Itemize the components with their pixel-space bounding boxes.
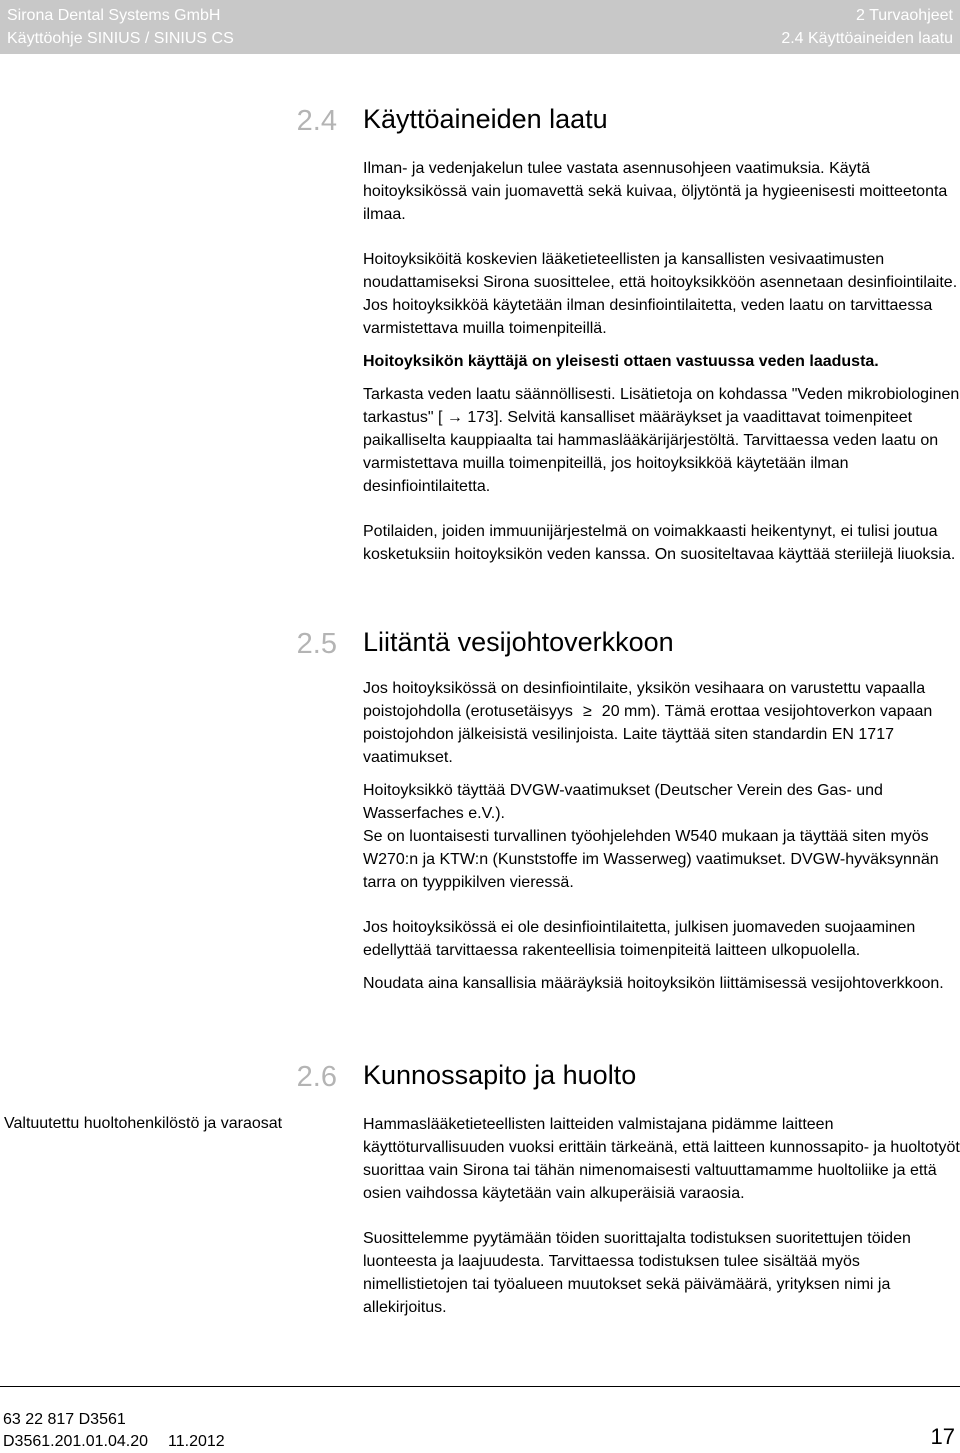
footer-date: 11.2012 <box>168 1433 225 1450</box>
footer-order-number: 63 22 817 D3561 <box>3 1411 126 1428</box>
section-title-2-5: Liitäntä vesijohtoverkkoon <box>363 627 674 657</box>
side-label: Valtuutettu huoltohenkilöstö ja varaosat <box>4 1115 283 1132</box>
paragraph: Potilaiden, joiden immuunijärjestelmä on voimakkaasti heikentynyt, ei tulisi joutua kosketuksiin hoitoyksikön veden kanssa. On suositeltavaa käyttää steriilejä liuoksia. <box>363 523 956 563</box>
paragraph-text: 20 mm). Tämä erottaa vesijohtoverkon vapaan poistojohdon jälkeisistä vesilinjoista. Laite täyttää siten standardin EN 1717 vaatimukset. <box>363 703 933 766</box>
paragraph: Se on luontaisesti turvallinen työohjelehden W540 mukaan ja täyttää siten myös W270:n ja KTW:n (Kunststoffe im Wasserweg) vaatimukset. DVGW-hyväksynnän tarra on tyyppikilven vieressä. <box>363 828 939 891</box>
footer-doc-id: D3561.201.01.04.20 <box>3 1433 149 1450</box>
paragraph: Noudata aina kansallisia määräyksiä hoitoyksikön liittämisessä vesijohtoverkkoon. <box>363 975 944 992</box>
greater-equal-symbol: ≥ <box>582 703 592 720</box>
footer-doc-id-line <box>3 1432 225 1452</box>
paragraph: Hoitoyksikkö täyttää DVGW-vaatimukset (Deutscher Verein des Gas- und Wasserfaches e.V.). <box>363 782 883 822</box>
footer-divider <box>0 1386 960 1387</box>
section-number-2-5: 2.5 <box>296 628 337 660</box>
paragraph: Suosittelemme pyytämään töiden suorittajalta todistuksen suoritettujen töiden luonteesta ja laajuudesta. Tarvittaessa todistuksen tulee sisältää myös nimellistietojen tai työalueen muutokset sekä päivämäärä, yrityksen nimi ja allekirjoitus. <box>363 1230 911 1316</box>
paragraph: Tarkasta veden laatu säännöllisesti. Lisätietoja on kohdassa "Veden mikrobiologinen tarkastus" [ → 173]. Selvitä kansalliset määräykset ja vaadittavat toimenpiteet paikalliselta kauppiaalta tai hammaslääkärijärjestöltä. Tarvittaessa veden laatu on varmistettava muilla toimenpiteillä, jos hoitoyksikköä käytetään ilman desinfiointilaitetta. <box>363 386 960 495</box>
section-title-2-6: Kunnossapito ja huolto <box>363 1060 637 1090</box>
section-2-4-body <box>363 157 960 566</box>
section-number-2-4: 2.4 <box>296 105 337 137</box>
page-header <box>0 0 960 54</box>
header-chapter: 2 Turvaohjeet <box>856 7 953 24</box>
paragraph <box>363 677 960 769</box>
paragraph-text: Jos hoitoyksikössä on desinfiointilaite, yksikön vesihaara on varustettu vapaalla poistojohdolla (erotusetäisyys <box>363 680 926 720</box>
page-number: 17 <box>930 1424 955 1449</box>
paragraph-bold: Hoitoyksikön käyttäjä on yleisesti ottaen vastuussa veden laadusta. <box>363 353 879 370</box>
paragraph: Ilman- ja vedenjakelun tulee vastata asennusohjeen vaatimuksia. Käytä hoitoyksikössä vain juomavettä sekä kuivaa, öljytöntä ja hygieenisesti moitteetonta ilmaa. <box>363 160 948 223</box>
paragraph: Jos hoitoyksikössä ei ole desinfiointilaitetta, julkisen juomaveden suojaaminen edellyttää tarvittaessa rakenteellisia toimenpiteitä laitteen ulkopuolella. <box>363 919 916 959</box>
header-manual-title: Käyttöohje SINIUS / SINIUS CS <box>7 30 234 47</box>
header-company: Sirona Dental Systems GmbH <box>7 7 221 24</box>
paragraph: Hoitoyksiköitä koskevien lääketieteellisten ja kansallisten vesivaatimusten noudattamiseksi Sirona suosittelee, että hoitoyksikköön asennetaan desinfiointilaite. Jos hoitoyksikköä käytetään ilman desinfiointilaitetta, veden laatu on tarvittaessa varmistettava muilla toimenpiteillä. <box>363 251 958 337</box>
section-number-2-6: 2.6 <box>296 1061 337 1093</box>
section-2-6-body <box>363 1113 960 1319</box>
header-section: 2.4 Käyttöaineiden laatu <box>781 30 953 47</box>
section-title-2-4: Käyttöaineiden laatu <box>363 104 608 134</box>
paragraph: Hammaslääketieteellisten laitteiden valmistajana pidämme laitteen käyttöturvallisuuden vuoksi erittäin tärkeänä, että laitteen kunnossapito- ja huoltotyöt suorittaa vain Sirona tai tähän nimenomaisesti valtuuttamamme huoltoliike ja että osien vaihdossa käytetään vain alkuperäisiä varaosia. <box>363 1116 960 1202</box>
section-2-5-body <box>363 677 960 995</box>
